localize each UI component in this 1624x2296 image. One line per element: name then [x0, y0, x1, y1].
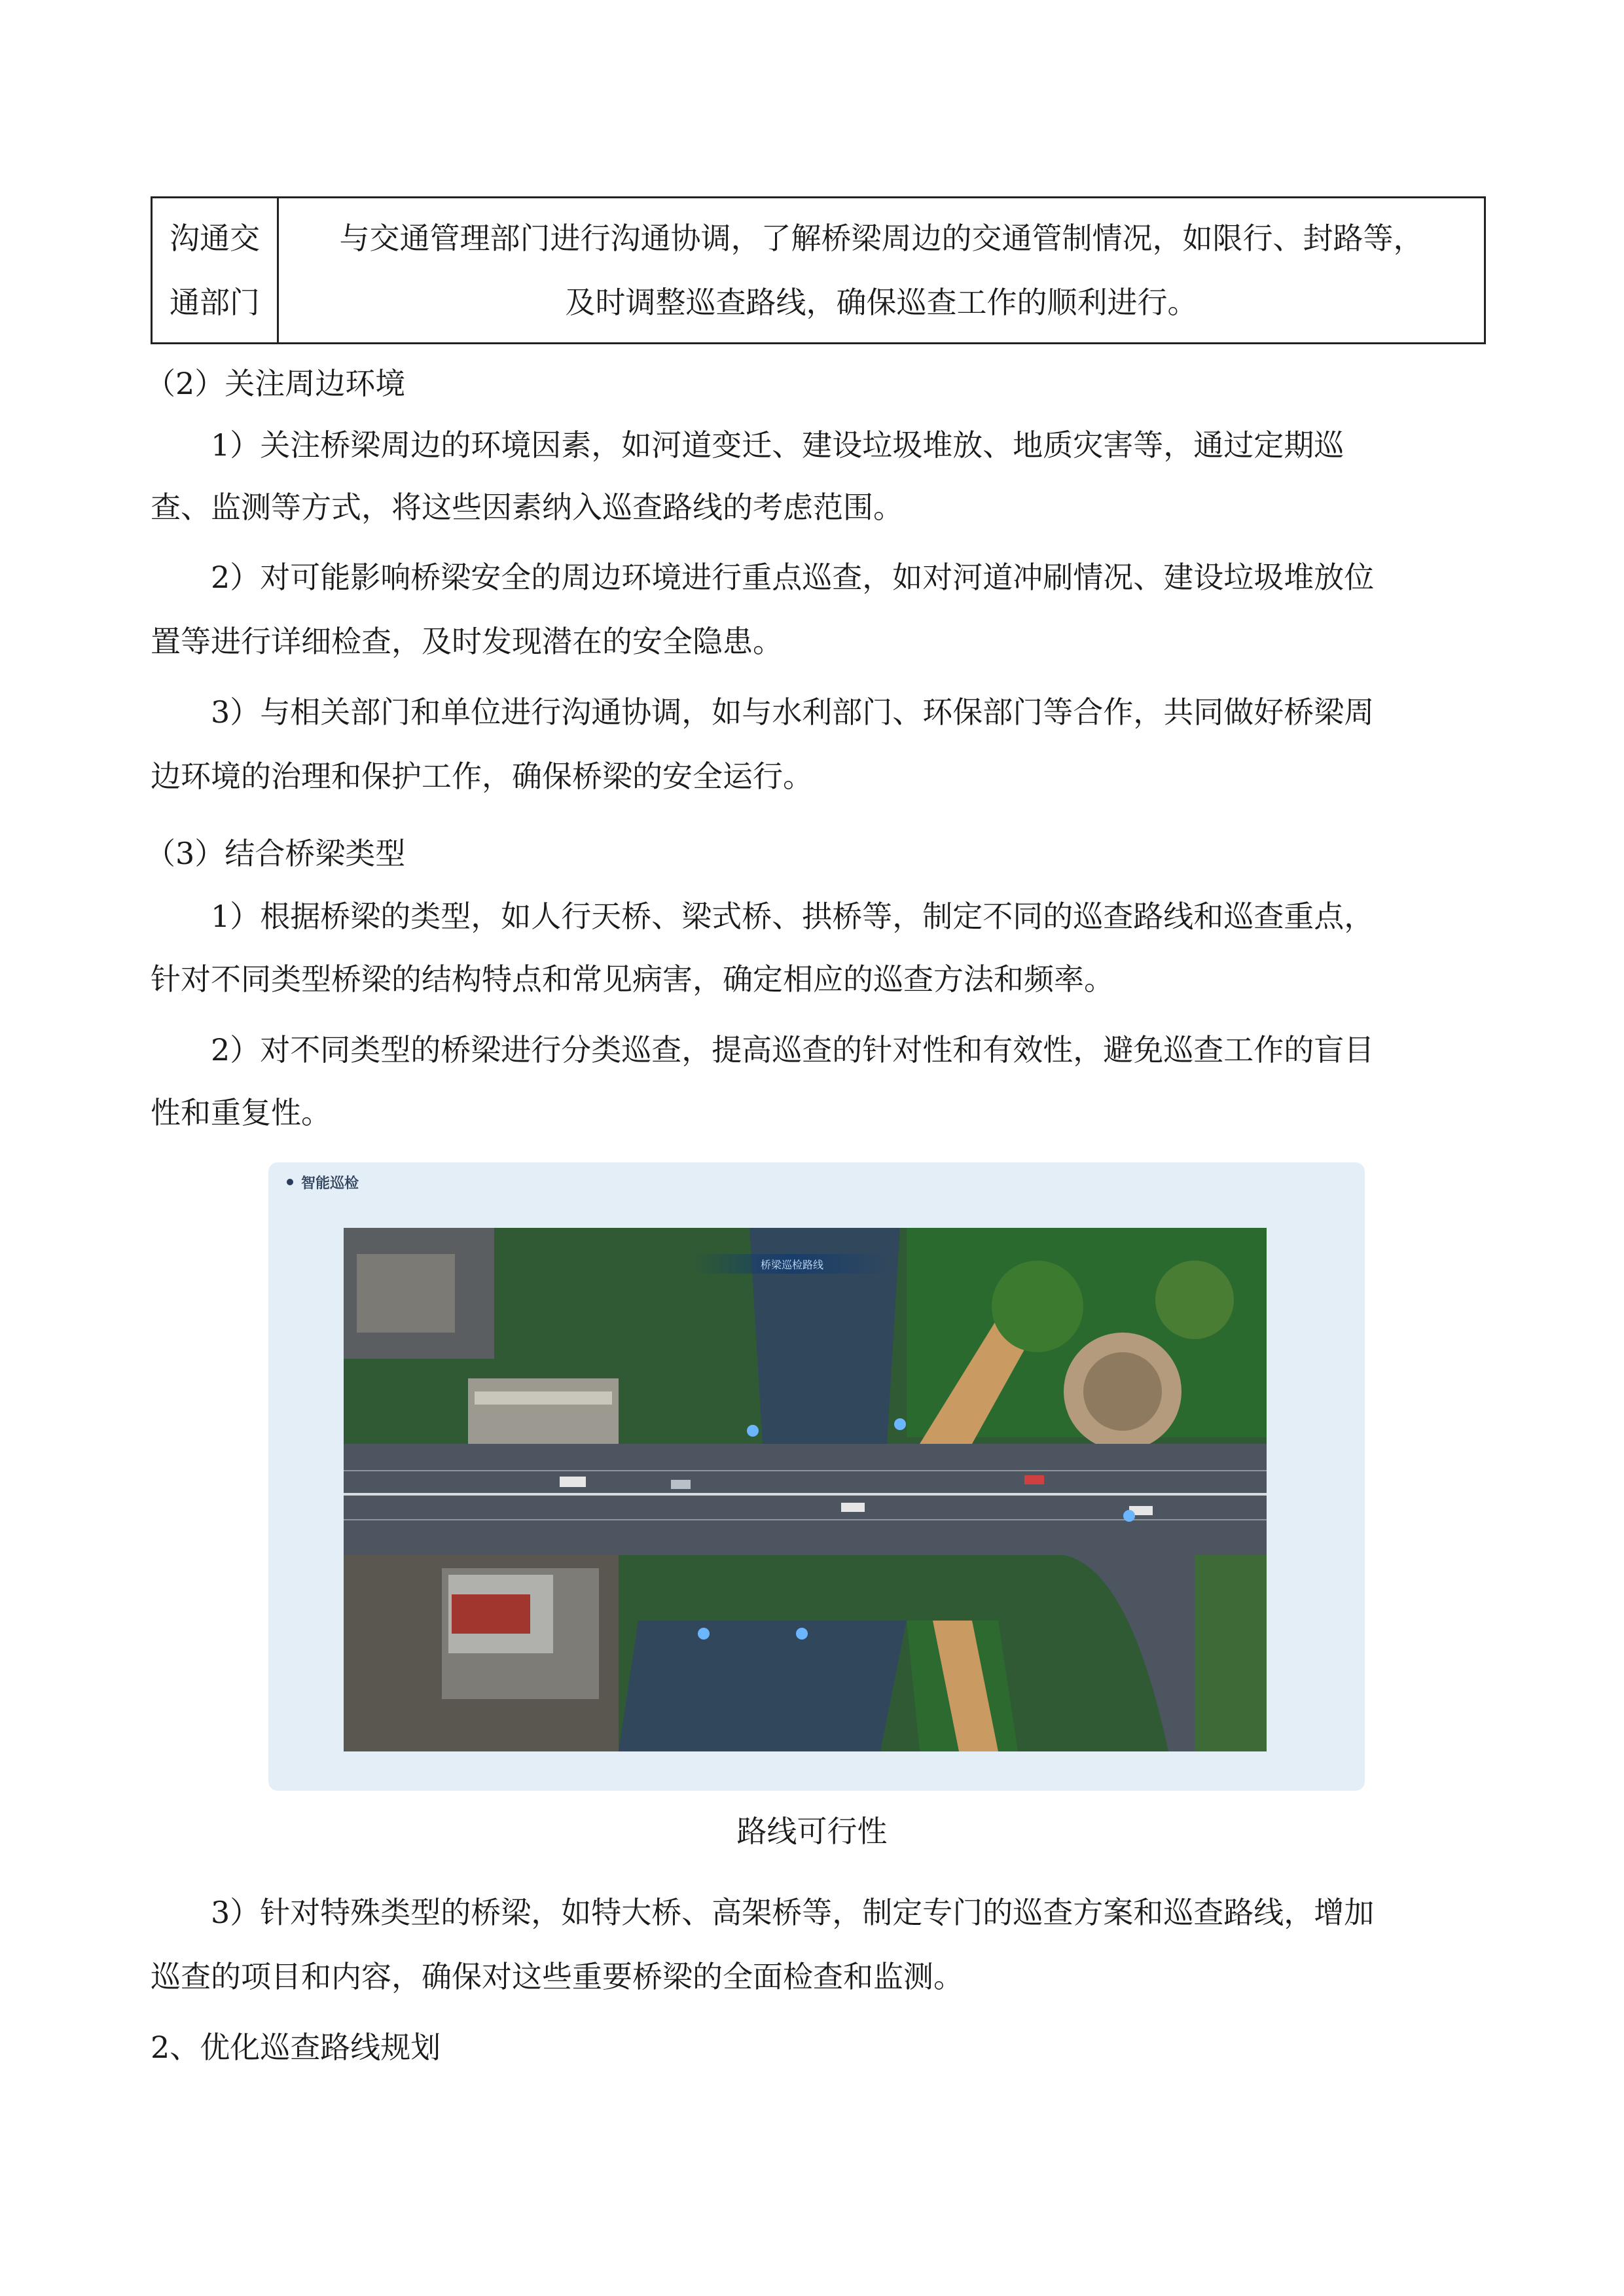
paragraph-line: 针对不同类型桥梁的结构特点和常见病害，确定相应的巡查方法和频率。: [151, 961, 1114, 997]
table-content-cell: [279, 198, 1484, 342]
section-heading-environment: （2）关注周边环境: [145, 366, 406, 401]
aerial-map-graphic: [344, 1228, 1267, 1751]
section-heading-optimize-route: 2、优化巡查路线规划: [151, 2030, 441, 2065]
paragraph-line: 3）针对特殊类型的桥梁，如特大桥、高架桥等，制定专门的巡查方案和巡查路线，增加: [211, 1895, 1375, 1930]
paragraph-line: 巡查的项目和内容，确保对这些重要桥梁的全面检查和监测。: [151, 1959, 964, 1994]
paragraph-line: 性和重复性。: [151, 1095, 331, 1130]
section-heading-bridge-type: （3）结合桥梁类型: [145, 836, 406, 871]
table-label-line1: 沟通交: [170, 221, 260, 256]
paragraph-line: 2）对不同类型的桥梁进行分类巡查，提高巡查的针对性和有效性，避免巡查工作的盲目: [211, 1032, 1375, 1067]
paragraph-line: 置等进行详细检查，及时发现潜在的安全隐患。: [151, 624, 783, 659]
table-label-line2: 通部门: [170, 285, 260, 320]
table-label-cell: [153, 198, 279, 342]
route-feasibility-figure: [268, 1162, 1365, 1791]
table-content-line2: 及时调整巡查路线，确保巡查工作的顺利进行。: [565, 285, 1198, 320]
map-banner: 桥梁巡检路线: [694, 1254, 890, 1274]
paragraph-line: 边环境的治理和保护工作，确保桥梁的安全运行。: [151, 759, 813, 794]
paragraph-line: 2）对可能影响桥梁安全的周边环境进行重点巡查，如对河道冲刷情况、建设垃圾堆放位: [211, 560, 1375, 595]
communication-table: [151, 196, 1486, 344]
figure-window-title: 智能巡检: [301, 1175, 359, 1192]
paragraph-line: 3）与相关部门和单位进行沟通协调，如与水利部门、环保部门等合作，共同做好桥梁周: [211, 694, 1375, 730]
figure-caption: 路线可行性: [736, 1814, 888, 1849]
bullet-icon: [287, 1179, 293, 1185]
paragraph-line: 1）根据桥梁的类型，如人行天桥、梁式桥、拱桥等，制定不同的巡查路线和巡查重点，: [211, 899, 1375, 934]
paragraph-line: 查、监测等方式，将这些因素纳入巡查路线的考虑范围。: [151, 490, 903, 525]
table-content-line1: 与交通管理部门进行沟通协调，了解桥梁周边的交通管制情况，如限行、封路等，: [339, 221, 1424, 256]
paragraph-line: 1）关注桥梁周边的环境因素，如河道变迁、建设垃圾堆放、地质灾害等，通过定期巡: [211, 427, 1344, 463]
aerial-bridge-map: [344, 1228, 1267, 1751]
figure-header: [268, 1162, 1365, 1202]
